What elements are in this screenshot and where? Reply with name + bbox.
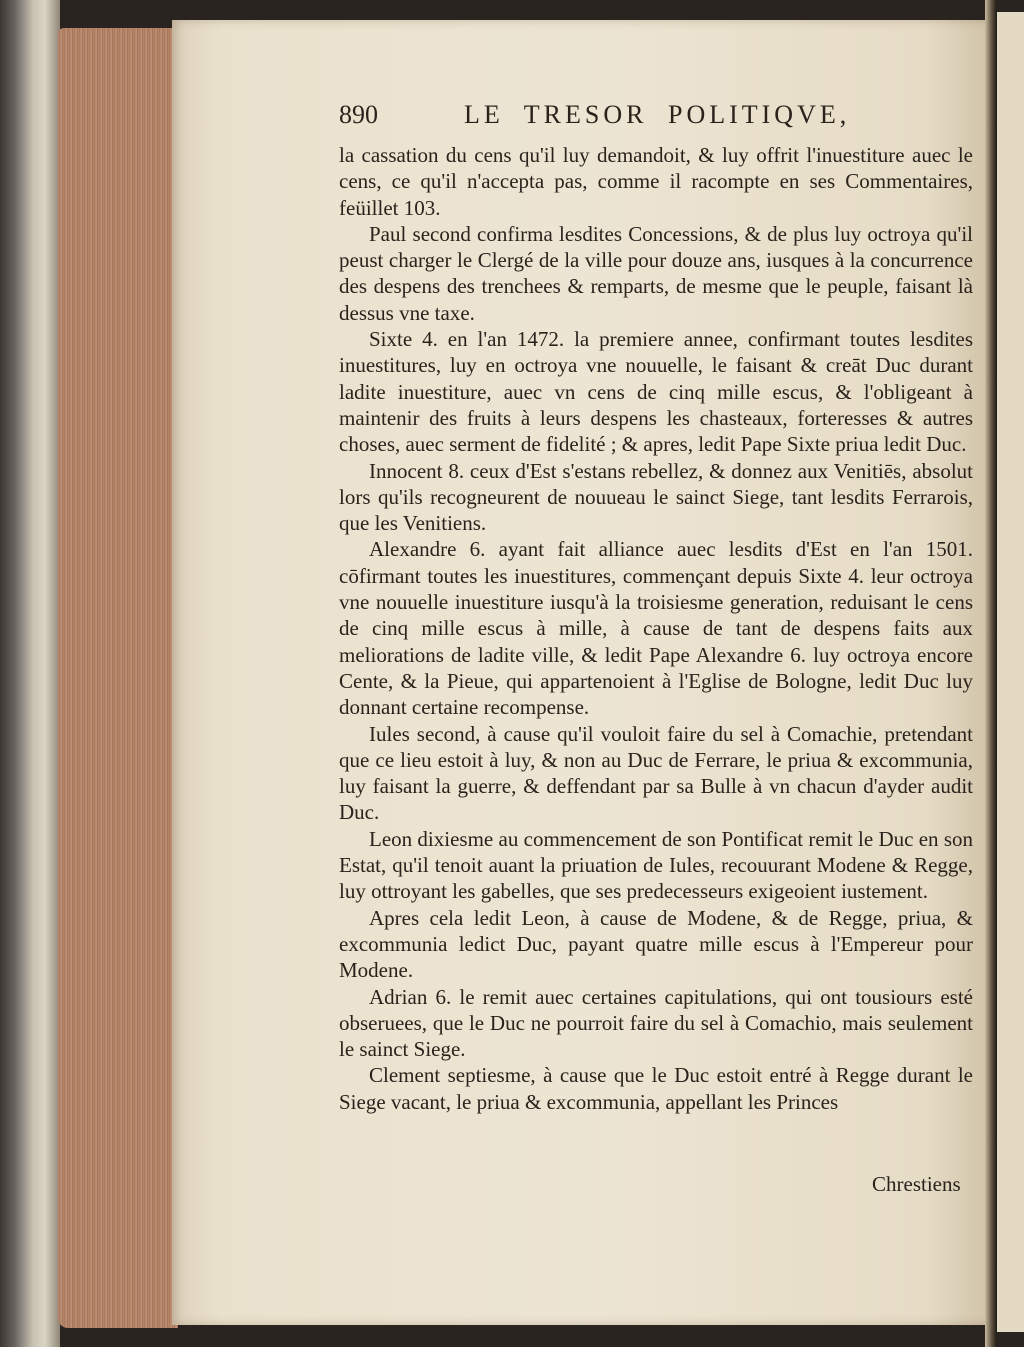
page-gutter [985,0,997,1347]
page-number: 890 [339,100,378,129]
book-spine-edge [0,0,60,1347]
paragraph: la cassation du cens qu'il luy demandoit, & luy offrit l'inuestiture auec le cens, ce qu'il n'accepta pas, comme il racompte en ses Commentaires, feüillet 103. [339,143,973,220]
paragraph: Adrian 6. le remit auec certaines capitulations, qui ont tousiours esté obseruees, que le Duc ne pourroit faire du sel à Comachio, mais seulement le sainct Siege. [339,984,973,1062]
page-header [339,100,969,140]
paragraph: Clement septiesme, à cause que le Duc estoit entré à Regge durant le Siege vacant, le priua & excommunia, appellant les Princes [339,1063,973,1114]
paragraph: Leon dixiesme au commencement de son Pontificat remit le Duc en son Estat, qu'il tenoit auant la priuation de Iules, recouurant Modene & Regge, luy ottroyant les gabelles, que ses predecesseurs exigeoient iustement. [339,826,973,904]
paragraph: Alexandre 6. ayant fait alliance auec lesdits d'Est en l'an 1501. cōfirmant toutes les inuestitures, commençant depuis Sixte 4. leur octroya vne nouuelle inuestiture iusqu'à la troisiesme generation, reduisant le cens de cinq mille escus à mille, à cause de tant de despens faits aux meliorations de ladite ville, & ledit Pape Alexandre 6. luy octroya encore Cente, & la Pieue, qui appartenoient à l'Eglise de Bologne, ledit Duc luy donnant certaine recompense. [339,537,973,720]
paragraph: Apres cela ledit Leon, à cause de Modene, & de Regge, priua, & excommunia ledict Duc, payant quatre mille escus à l'Empereur pour Modene. [339,905,973,983]
running-title: LE TRESOR POLITIQVE, [464,100,851,129]
paragraph: Iules second, à cause qu'il vouloit faire du sel à Comachie, pretendant que ce lieu estoit à luy, & non au Duc de Ferrare, le priua & excommunia, luy faisant la guerre, & deffendant par sa Bulle à vn chacun d'ayder audit Duc. [339,721,973,825]
page-block-edge [58,28,178,1328]
paragraph: Paul second confirma lesdites Concessions, & de plus luy octroya qu'il peust charger le Clergé de la ville pour douze ans, iusques à la concurrence des despens des trenchees & remparts, de mesme que le peuple, faisant là dessus vne taxe. [339,221,973,325]
page-body [339,142,973,1115]
paragraph: Innocent 8. ceux d'Est s'estans rebellez, & donnez aux Venitiēs, absolut lors qu'ils recogneurent de nouueau le sainct Siege, tant lesdits Ferrarois, que les Venitiens. [339,458,973,536]
facing-page-fragment [997,12,1024,1332]
catchword: Chrestiens [872,1172,961,1196]
paragraph: Sixte 4. en l'an 1472. la premiere annee, confirmant toutes lesdites inuestitures, luy en octroya vne nouuelle, le faisant & creāt Duc durant ladite inuestiture, auec vn cens de cinq mille escus, & l'obligeant à maintenir des fruits à leurs despens les chasteaux, forteresses & autres choses, auec serment de fidelité ; & apres, ledit Pape Sixte priua ledit Duc. [339,327,973,457]
